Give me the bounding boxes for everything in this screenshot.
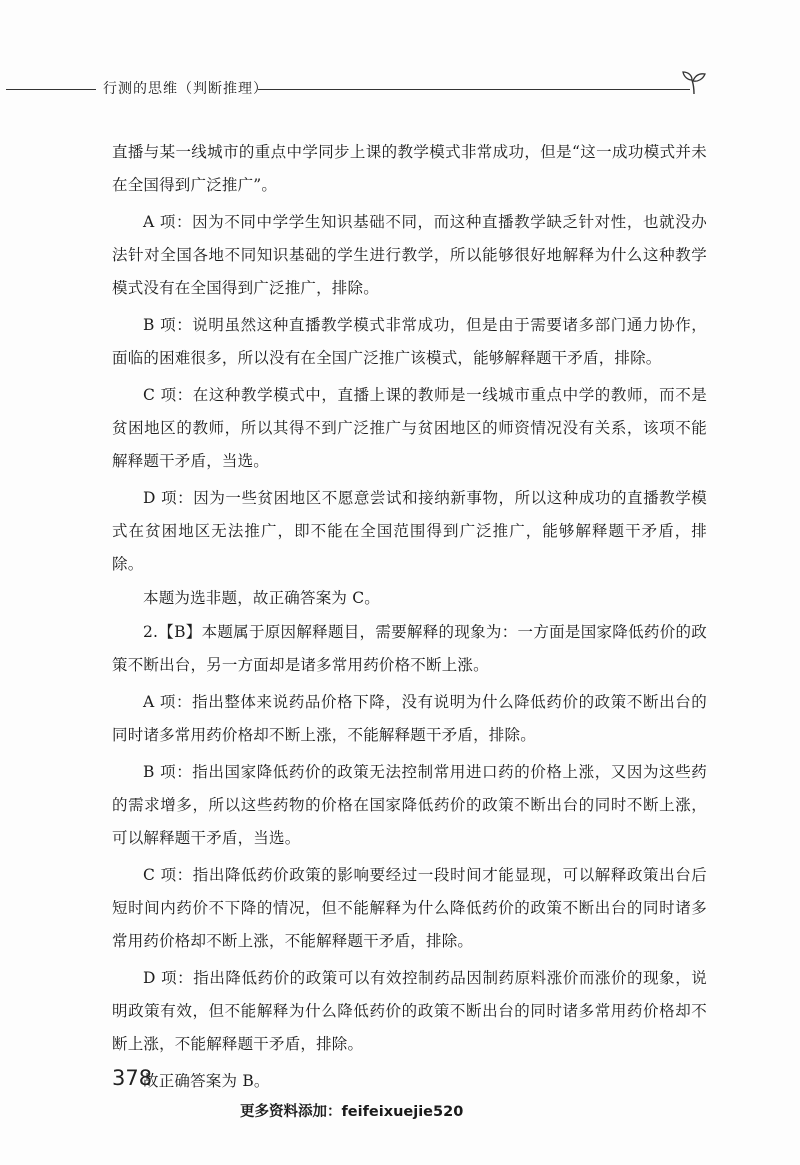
paragraph: 2.【B】本题属于原因解释题目，需要解释的现象为：一方面是国家降低药价的政策不断出台，另一方面却是诸多常用药价格不断上涨。 [112,623,707,674]
paragraph: B 项：说明虽然这种直播教学模式非常成功，但是由于需要诸多部门通力协作，面临的困难很多，所以没有在全国广泛推广该模式，能够解释题干矛盾，排除。 [112,316,707,367]
paragraph: D 项：指出降低药价的政策可以有效控制药品因制药原料涨价而涨价的现象，说明政策有效，但不能解释为什么降低药价的政策不断出台的同时诸多常用药价格却不断上涨，不能解释题干矛盾，排除。 [112,969,707,1053]
paragraph: C 项：在这种教学模式中，直播上课的教师是一线城市重点中学的教师，而不是贫困地区的教师，所以其得不到广泛推广与贫困地区的师资情况没有关系，该项不能解释题干矛盾，当选。 [112,386,707,470]
header-rule-left [6,89,96,90]
paragraph: 直播与某一线城市的重点中学同步上课的教学模式非常成功，但是“这一成功模式并未在全国得到广泛推广”。 [112,143,707,194]
paragraph: B 项：指出国家降低药价的政策无法控制常用进口药的价格上涨，又因为这些药的需求增多，所以这些药物的价格在国家降低药价的政策不断出台的同时不断上涨，可以解释题干矛盾，当选。 [112,763,707,847]
paragraph: A 项：指出整体来说药品价格下降，没有说明为什么降低药价的政策不断出台的同时诸多常用药价格却不断上涨，不能解释题干矛盾，排除。 [112,693,707,744]
header-title: 行测的思维（判断推理） [103,81,268,97]
page-body [112,136,707,1099]
paragraph: A 项：因为不同中学学生知识基础不同，而这种直播教学缺乏针对性，也就没办法针对全国各地不同知识基础的学生进行教学，所以能够很好地解释为什么这种教学模式没有在全国得到广泛推广，排除。 [112,213,707,297]
footer-note: 更多资料添加：feifeixuejie520 [240,1104,464,1120]
header-rule-right [258,89,690,90]
page-number: 378 [112,1066,153,1090]
running-header [0,76,800,100]
paragraph: 本题为选非题，故正确答案为 C。 [143,589,380,607]
paragraph: D 项：因为一些贫困地区不愿意尝试和接纳新事物，所以这种成功的直播教学模式在贫困地区无法推广，即不能在全国范围得到广泛推广，能够解释题干矛盾，排除。 [112,489,707,573]
paragraph: C 项：指出降低药价政策的影响要经过一段时间才能显现，可以解释政策出台后短时间内药价不下降的情况，但不能解释为什么降低药价的政策不断出台的同时诸多常用药价格却不断上涨，不能解释题干矛盾，排除。 [112,866,707,950]
paragraph: 故正确答案为 B。 [143,1072,270,1090]
sprout-icon [680,68,708,96]
